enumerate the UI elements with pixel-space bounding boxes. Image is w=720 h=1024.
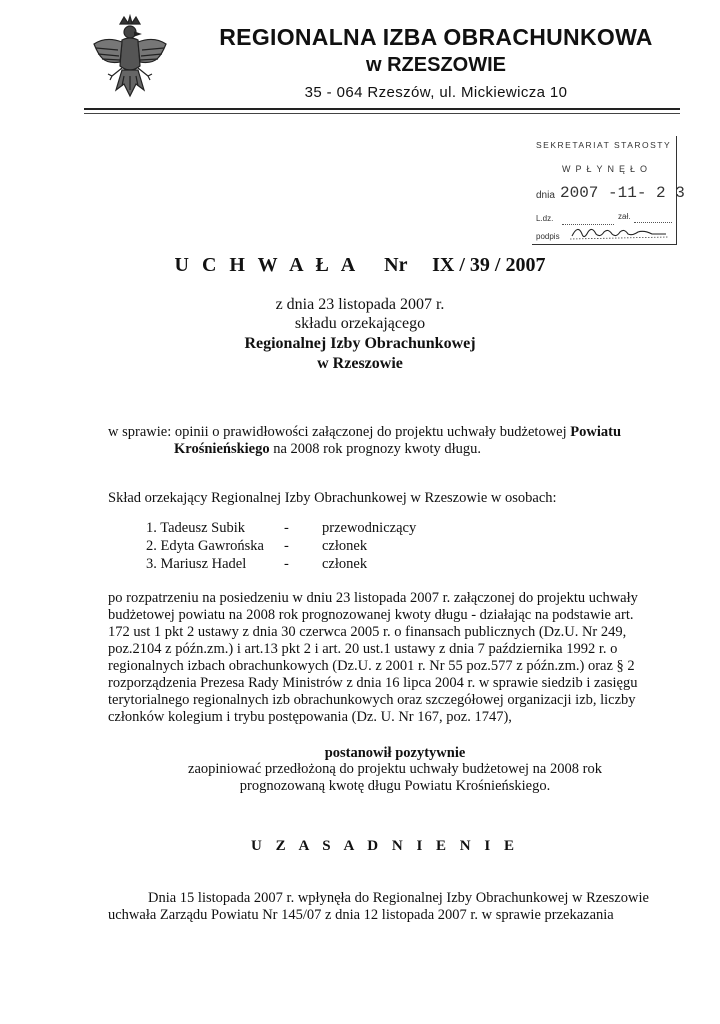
justification-title: U Z A S A D N I E N I E [251,838,519,854]
basis-line: 172 ust 1 pkt 2 ustawy z dnia 30 czerwca 2005 r. o finansach publicznych (Dz.U. Nr 249, [108,624,627,640]
resolution-organization: Regionalnej Izby Obrachunkowej [244,335,476,352]
subject-line-2 [108,441,676,458]
basis-line: po rozpatrzeniu na posiedzeniu w dniu 23 listopada 2007 r. załączonej do projektu uchwały [108,590,638,606]
member-role: członek [322,538,368,554]
stamp-office: SEKRETARIAT STAROSTY [536,140,672,150]
stamp-signature-label: podpis [536,232,560,241]
member-name: 2. Edyta Gawrońska [146,538,264,554]
panel-intro: Skład orzekający Regionalnej Izby Obrachunkowej w Rzeszowie w osobach: [108,490,557,506]
resolution-word: U C H W A Ł A [174,254,360,276]
justification-line: Dnia 15 listopada 2007 r. wpłynęła do Regionalnej Izby Obrachunkowej w Rzeszowie [148,890,649,906]
stamp-ldz-label: L.dz. [536,214,554,223]
subject-bold-2: Krośnieńskiego [174,441,270,457]
stamp-zal-label: zał. [618,212,631,221]
member-role: przewodniczący [322,520,417,536]
member-dash: - [284,556,289,572]
subject-paragraph [108,424,676,458]
resolution-city: w Rzeszowie [317,355,403,372]
organization-name: REGIONALNA IZBA OBRACHUNKOWA [219,24,653,50]
handwritten-signature [566,222,670,242]
stamp-date-value: 2007 -11- 2 3 [560,184,685,202]
stamp-date-label: dnia [536,190,555,201]
letterhead-rule [84,113,680,114]
organization-city: w RZESZOWIE [366,54,506,76]
resolution-date: z dnia 23 listopada 2007 r. [275,296,445,313]
member-name: 1. Tadeusz Subik [146,520,246,536]
subject-prefix: w sprawie: opinii o prawidłowości załączonej do projektu uchwały budżetowej [108,424,571,440]
received-stamp [532,136,685,245]
basis-line: członków kolegium i trybu postępowania (Dz. U. Nr 167, poz. 1747), [108,709,512,725]
basis-line: rozporządzenia Prezesa Rady Ministrów z dnia 16 lipca 2004 r. w sprawie siedzib i zasięgu [108,675,638,691]
subject-bold-1: Powiatu [570,424,622,440]
resolution-title [0,254,720,277]
member-dash: - [284,538,289,554]
polish-eagle-emblem-icon [88,14,172,106]
resolution-number: IX / 39 / 2007 [432,254,546,276]
decision-heading: postanowił pozytywnie [324,745,466,761]
organization-address: 35 - 064 Rzeszów, ul. Mickiewicza 10 [304,84,568,101]
member-role: członek [322,556,368,572]
basis-line: regionalnych izbach obrachunkowych (Dz.U. z 2001 r. Nr 55 poz.577 z późn.zm.) oraz § 2 [108,658,635,674]
decision-line: zaopiniować przedłożoną do projektu uchwały budżetowej na 2008 rok [188,761,602,777]
resolution-body: składu orzekającego [294,315,426,332]
member-name: 3. Mariusz Hadel [146,556,247,572]
member-dash: - [284,520,289,536]
stamp-received: WPŁYNĘŁO [562,164,653,174]
subject-suffix: na 2008 rok prognozy kwoty długu. [269,441,482,457]
letterhead-rule [84,108,680,110]
basis-line: terytorialnego regionalnych izb obrachunkowych oraz szczegółowej organizacji izb, liczby [108,692,636,708]
justification-paragraph [108,890,676,924]
justification-line: uchwała Zarządu Powiatu Nr 145/07 z dnia 12 listopada 2007 r. w sprawie przekazania [108,907,614,923]
resolution-nr-label: Nr [384,254,408,276]
basis-line: budżetowej powiatu na 2008 rok prognozowanej kwoty długu - działając na podstawie art. [108,607,634,623]
decision-line: prognozowaną kwotę długu Powiatu Krośnieńskiego. [239,778,551,794]
legal-basis-paragraph [108,590,676,726]
basis-line: poz.2104 z późn.zm.) i art.13 pkt 2 i art. 20 ust.1 ustawy z dnia 7 października 1992 r. o [108,641,618,657]
decision-text [0,761,720,795]
